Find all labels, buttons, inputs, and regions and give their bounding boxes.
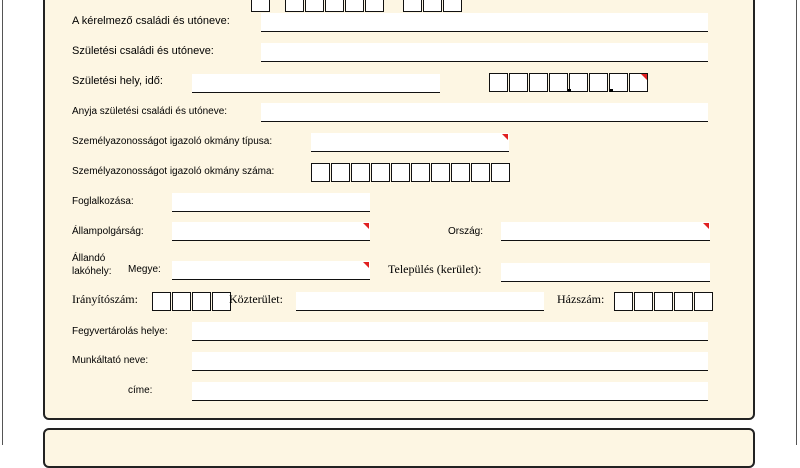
citizenship-label: Állampolgárság:	[72, 226, 144, 237]
applicant-name-label: A kérelmező családi és utóneve:	[72, 15, 230, 27]
date-separator-dot	[610, 89, 613, 92]
char-box[interactable]	[411, 163, 430, 182]
char-box[interactable]	[311, 163, 330, 182]
birth-place-field[interactable]	[192, 74, 440, 93]
house-number-boxes[interactable]	[614, 292, 714, 311]
birth-name-field[interactable]	[261, 43, 708, 62]
postal-code-boxes[interactable]	[152, 292, 232, 311]
id-doc-type-select[interactable]	[311, 133, 509, 152]
char-box[interactable]	[152, 292, 171, 311]
char-box[interactable]	[172, 292, 191, 311]
postal-code-label: Irányítószám:	[72, 292, 138, 306]
applicant-name-field[interactable]	[261, 13, 708, 32]
char-box[interactable]	[391, 163, 410, 182]
char-box[interactable]	[694, 292, 713, 311]
birth-place-date-label: Születési hely, idő:	[72, 75, 163, 87]
county-label: Megye:	[128, 264, 161, 275]
occupation-label: Foglalkozása:	[72, 196, 134, 207]
char-box[interactable]	[371, 163, 390, 182]
char-box[interactable]	[285, 0, 304, 12]
mother-name-field[interactable]	[261, 103, 708, 122]
char-box[interactable]	[471, 163, 490, 182]
occupation-field[interactable]	[172, 193, 370, 212]
citizenship-select[interactable]	[172, 222, 370, 241]
char-box[interactable]	[654, 292, 673, 311]
mother-name-label: Anyja születési családi és utóneve:	[72, 106, 228, 117]
char-box[interactable]	[423, 0, 442, 12]
weapon-storage-field[interactable]	[192, 322, 708, 341]
date-box[interactable]	[529, 73, 548, 92]
top-boxes-b[interactable]	[285, 0, 385, 12]
date-box[interactable]	[569, 73, 588, 92]
public-area-field[interactable]	[296, 292, 544, 311]
house-number-label: Házszám:	[557, 292, 605, 306]
page-border-left	[2, 0, 3, 445]
id-doc-number-label: Személyazonosságot igazoló okmány száma:	[72, 166, 275, 177]
char-box[interactable]	[351, 163, 370, 182]
char-box[interactable]	[365, 0, 384, 12]
char-box[interactable]	[443, 0, 462, 12]
public-area-label: Közterület:	[229, 292, 283, 306]
employer-address-field[interactable]	[192, 382, 708, 401]
char-box[interactable]	[674, 292, 693, 311]
char-box[interactable]	[325, 0, 344, 12]
id-doc-type-label: Személyazonosságot igazoló okmány típusa:	[72, 136, 273, 147]
char-box[interactable]	[634, 292, 653, 311]
date-separator-dot	[568, 89, 571, 92]
char-box[interactable]	[192, 292, 211, 311]
char-box[interactable]	[403, 0, 422, 12]
date-box[interactable]	[549, 73, 568, 92]
date-box[interactable]	[509, 73, 528, 92]
next-section-panel	[43, 428, 755, 468]
country-select[interactable]	[501, 222, 710, 241]
weapon-storage-label: Fegyvertárolás helye:	[72, 326, 168, 337]
employer-name-field[interactable]	[192, 352, 708, 371]
char-box[interactable]	[431, 163, 450, 182]
date-box[interactable]	[489, 73, 508, 92]
county-select[interactable]	[172, 261, 370, 280]
date-box[interactable]	[629, 73, 648, 92]
settlement-field[interactable]	[501, 263, 710, 282]
char-box[interactable]	[491, 163, 510, 182]
char-box[interactable]	[305, 0, 324, 12]
permanent-residence-label-2: lakóhely:	[72, 266, 112, 277]
char-box[interactable]	[331, 163, 350, 182]
permanent-residence-label-1: Állandó	[72, 253, 106, 264]
id-doc-number-boxes[interactable]	[311, 163, 511, 182]
date-box[interactable]	[589, 73, 608, 92]
char-box[interactable]	[251, 0, 270, 12]
settlement-label: Település (kerület):	[388, 262, 482, 276]
country-label: Ország:	[448, 226, 484, 237]
top-boxes-a[interactable]	[251, 0, 271, 12]
employer-address-label: címe:	[128, 385, 153, 396]
top-boxes-c[interactable]	[403, 0, 463, 12]
char-box[interactable]	[345, 0, 364, 12]
page-border-right	[796, 0, 797, 445]
birth-name-label: Születési családi és utóneve:	[72, 45, 214, 57]
employer-name-label: Munkáltató neve:	[72, 355, 149, 366]
char-box[interactable]	[614, 292, 633, 311]
char-box[interactable]	[451, 163, 470, 182]
